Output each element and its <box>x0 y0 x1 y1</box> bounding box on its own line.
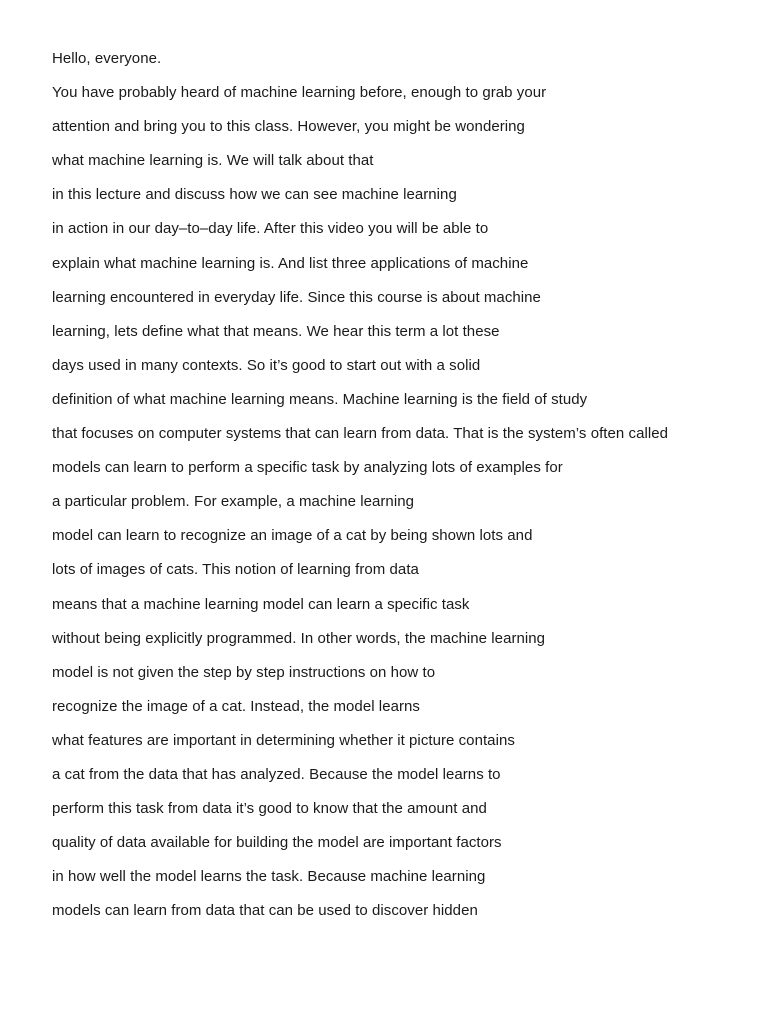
text-line: lots of images of cats. This notion of learning from data <box>52 561 419 579</box>
text-line: a cat from the data that has analyzed. Because the model learns to <box>52 765 501 783</box>
text-line: You have probably heard of machine learning before, enough to grab your <box>52 84 547 102</box>
text-line: explain what machine learning is. And list three applications of machine <box>52 254 529 272</box>
text-line: days used in many contexts. So it’s good to start out with a solid <box>52 356 481 374</box>
text-line: what features are important in determining whether it picture contains <box>52 731 515 749</box>
text-line: perform this task from data it’s good to know that the amount and <box>52 800 487 818</box>
text-line: models can learn from data that can be used to discover hidden <box>52 902 478 920</box>
text-line: attention and bring you to this class. However, you might be wondering <box>52 118 525 136</box>
transcript-page <box>52 50 752 936</box>
text-line: Hello, everyone. <box>52 50 162 67</box>
text-line: what machine learning is. We will talk about that <box>52 152 374 170</box>
text-line: models can learn to perform a specific task by analyzing lots of examples for <box>52 459 563 477</box>
text-line: in how well the model learns the task. Because machine learning <box>52 868 486 886</box>
text-line: model is not given the step by step instructions on how to <box>52 663 436 681</box>
text-line: learning encountered in everyday life. Since this course is about machine <box>52 288 541 306</box>
text-line: model can learn to recognize an image of a cat by being shown lots and <box>52 527 533 545</box>
text-line: in this lecture and discuss how we can see machine learning <box>52 186 457 204</box>
text-line: without being explicitly programmed. In other words, the machine learning <box>52 629 546 647</box>
text-line: learning, lets define what that means. We hear this term a lot these <box>52 322 500 340</box>
text-line: that focuses on computer systems that can learn from data. That is the system’s often called <box>52 425 669 443</box>
text-line: a particular problem. For example, a machine learning <box>52 493 414 511</box>
text-line: quality of data available for building the model are important factors <box>52 834 502 852</box>
text-line: means that a machine learning model can learn a specific task <box>52 595 470 613</box>
text-line: in action in our day–to–day life. After this video you will be able to <box>52 220 489 238</box>
text-line: recognize the image of a cat. Instead, the model learns <box>52 697 420 715</box>
text-line: definition of what machine learning means. Machine learning is the field of study <box>52 390 588 408</box>
